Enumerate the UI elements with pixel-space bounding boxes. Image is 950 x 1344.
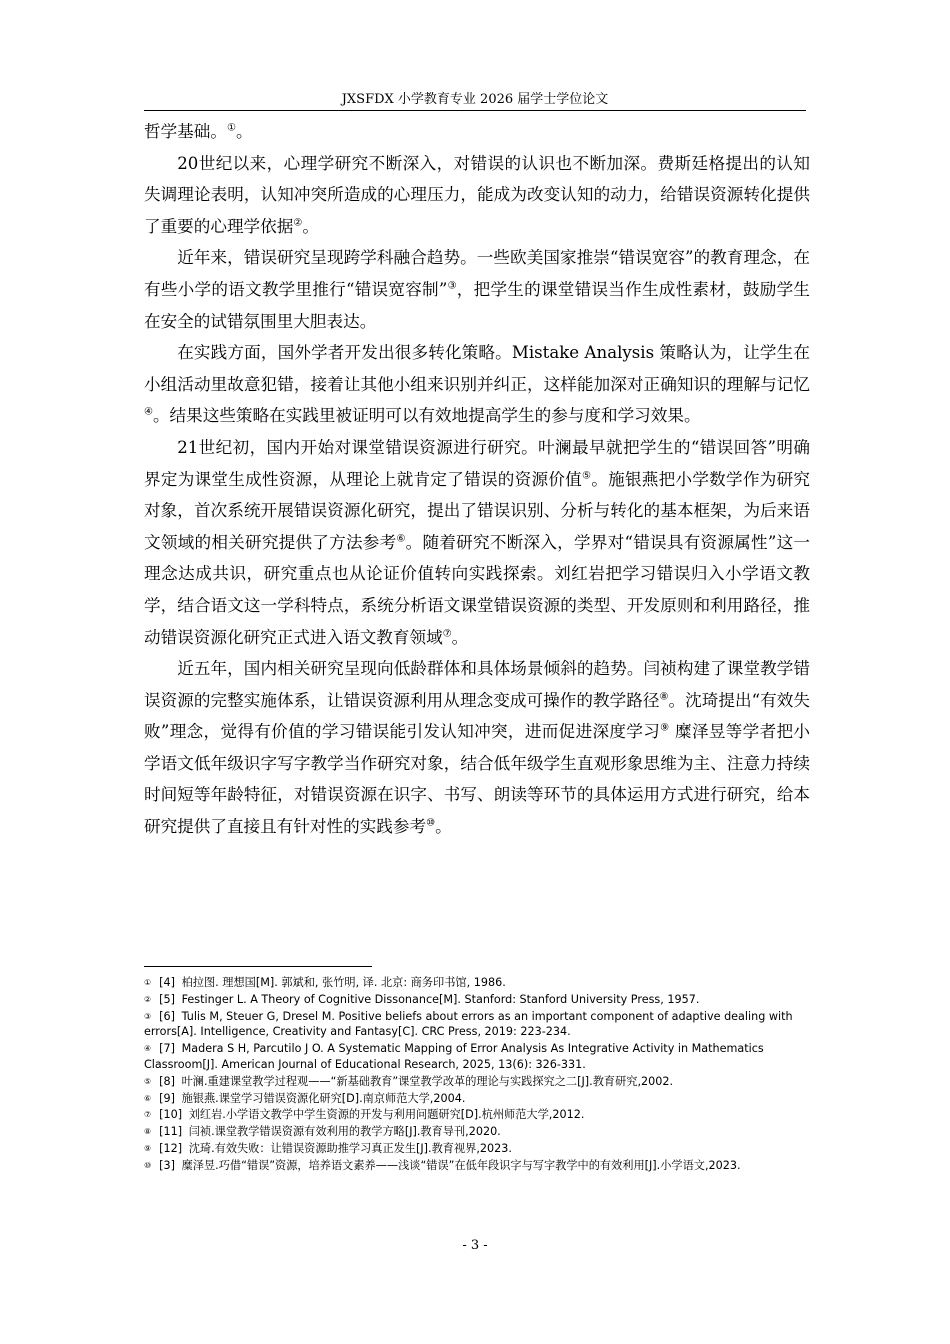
- footnote-marker: ⑨: [660, 722, 670, 734]
- paragraph: [144, 337, 810, 432]
- footnote-text: 施银燕.课堂学习错误资源化研究[D].南京师范大学,2004.: [181, 1091, 466, 1105]
- footnote-ref-number: [6]: [159, 1009, 176, 1023]
- paragraph-text: 在实践方面，国外学者开发出很多转化策略。Mistake Analysis 策略认为，让学生在小组活动里故意犯错，接着让其他小组来识别并纠正，这样能加深对正确知识的理解与记忆: [144, 343, 810, 394]
- paragraph-text: 。: [435, 817, 452, 837]
- paragraph: [144, 148, 810, 243]
- footnote-text: 叶澜.重建课堂教学过程观——“新基础教育”课堂教学改革的理论与实践探究之二[J].教育研究,2002.: [181, 1074, 674, 1088]
- body-text: [144, 116, 810, 843]
- footnote: [144, 1009, 806, 1041]
- footnote-marker: ③: [447, 280, 457, 292]
- footnote: [144, 1074, 806, 1090]
- footnote-mark: ⑦: [144, 1110, 152, 1120]
- footnote-ref-number: [7]: [159, 1042, 176, 1056]
- paragraph-text: 。随着研究不断深入，学界对“错误具有资源属性”这一理念达成共识，研究重点也从论证价值转向实践探索。刘红岩把学习错误归入小学语文教学，结合语文这一学科特点，系统分析语文课堂错误资源的类型、开发原则和利用路径，推动错误资源化研究正式进入语文教育领域: [144, 532, 810, 647]
- footnote: [144, 1158, 806, 1174]
- footnote-mark: ⑤: [144, 1076, 152, 1086]
- paragraph-text: 。施银燕把小学数学作为研究对象，首次系统开展错误资源化研究，提出了错误识别、分析与转化的基本框架，为后来语文领域的相关研究提供了方法参考: [144, 469, 811, 552]
- paragraph-text: 哲学基础。: [144, 122, 227, 141]
- footnote-ref-number: [12]: [159, 1141, 183, 1155]
- header-rule: [144, 110, 806, 111]
- footnote-mark: ⑧: [144, 1127, 152, 1137]
- page-number: - 3 -: [462, 1238, 488, 1253]
- paragraph-text: 20世纪以来，心理学研究不断深入，对错误的认识也不断加深。费斯廷格提出的认知失调理论表明，认知冲突所造成的心理压力，能成为改变认知的动力，给错误资源转化提供了重要的心理学依据: [144, 153, 810, 236]
- paragraph-text: 近年来，错误研究呈现跨学科融合趋势。一些欧美国家推崇“错误宽容”的教育理念，在有些小学的语文教学里推行“错误宽容制”: [144, 248, 810, 299]
- footnote-ref-number: [11]: [159, 1125, 183, 1139]
- footnote-marker: ⑤: [582, 470, 592, 481]
- footnote-marker: ①: [226, 122, 236, 134]
- footnote-marker: ②: [293, 217, 303, 229]
- footnotes: [144, 975, 806, 1175]
- footnote-ref-number: [4]: [159, 976, 176, 989]
- paragraph-text: ，把学生的课堂错误当作生成性素材，鼓励学生在安全的试错氛围里大胆表达。: [144, 279, 811, 331]
- footnote-marker: ⑩: [426, 817, 436, 829]
- footnote-mark: ①: [144, 978, 152, 987]
- footnote-marker: ④: [144, 406, 153, 418]
- paragraph: [144, 116, 810, 148]
- footnote-marker: ⑧: [659, 691, 669, 703]
- paragraph-text: 21世纪初，国内开始对课堂错误资源进行研究。叶澜最早就把学生的“错误回答”明确界定为课堂生成性资源，从理论上就肯定了错误的资源价值: [144, 437, 810, 489]
- footnote-text: 柏拉图. 理想国[M]. 郭斌和, 张竹明, 译. 北京: 商务印书馆, 1986.: [181, 976, 506, 989]
- footnote-mark: ②: [144, 994, 152, 1004]
- footnote: [144, 1141, 806, 1157]
- paragraph-text: 。: [302, 216, 319, 236]
- footnote: [144, 1091, 806, 1107]
- footnote: [144, 992, 806, 1008]
- running-header: JXSFDX 小学教育专业 2026 届学士学位论文: [341, 92, 609, 107]
- footnote: [144, 1124, 806, 1140]
- footnote-mark: ③: [144, 1011, 152, 1021]
- footnote-mark: ⑥: [144, 1093, 152, 1103]
- footnote-marker: ⑦: [442, 627, 452, 639]
- footnote-ref-number: [8]: [159, 1074, 176, 1088]
- paragraph: [144, 432, 810, 653]
- footnote-mark: ⑩: [144, 1160, 152, 1170]
- footnote-separator: [144, 966, 372, 967]
- footnote-ref-number: [10]: [159, 1108, 183, 1122]
- footnote-text: Festinger L. A Theory of Cognitive Dissonance[M]. Stanford: Stanford University Press, 1957.: [181, 992, 700, 1006]
- footnote-mark: ④: [144, 1044, 152, 1054]
- paragraph: [144, 242, 810, 337]
- paragraph-text: 近五年，国内相关研究呈现向低龄群体和具体场景倾斜的趋势。闫祯构建了课堂教学错误资源的完整实施体系，让错误资源利用从理念变成可操作的教学路径: [144, 659, 810, 710]
- footnote-marker: ⑥: [396, 533, 406, 545]
- footnote-mark: ⑨: [144, 1143, 152, 1153]
- footnote-text: 闫祯.课堂教学错误资源有效利用的教学方略[J].教育导刊,2020.: [188, 1125, 501, 1139]
- footnote-ref-number: [5]: [159, 992, 176, 1006]
- paragraph-text: 。沈琦提出“有效失败”理念，觉得有价值的学习错误能引发认知冲突，进而促进深度学习: [144, 690, 810, 742]
- footnote-text: 刘红岩.小学语文教学中学生资源的开发与利用问题研究[D].杭州师范大学,2012.: [188, 1108, 585, 1122]
- paragraph-text: 。: [451, 627, 469, 647]
- footnote-text: 沈琦.有效失败：让错误资源助推学习真正发生[J].教育视界,2023.: [188, 1141, 512, 1155]
- footnote: [144, 975, 806, 991]
- footnote: [144, 1107, 806, 1123]
- footnote-ref-number: [3]: [159, 1158, 176, 1172]
- footnote-text: Madera S H, Parcutilo J O. A Systematic Mapping of Error Analysis As Integrative Activity in Mathematics Classroom[J]. American Journal of Educational Research, 2025, 13(6): 326-331.: [144, 1042, 764, 1071]
- footnote: [144, 1041, 806, 1073]
- paragraph: [144, 653, 810, 843]
- footnote-text: Tulis M, Steuer G, Dresel M. Positive beliefs about errors as an important component of adaptive dealing with errors[A]. Intelligence, Creativity and Fantasy[C]. CRC Press, 2019: 223-234.: [144, 1009, 793, 1039]
- paragraph-text: 。: [235, 122, 253, 141]
- footnote-ref-number: [9]: [159, 1091, 176, 1105]
- paragraph-text: 糜泽昱等学者把小学语文低年级识字写字教学当作研究对象，结合低年级学生直观形象思维为主、注意力持续时间短等年龄特征，对错误资源在识字、书写、朗读等环节的具体运用方式进行研究，给本研究提供了直接且有针对性的实践参考: [144, 722, 811, 837]
- footnote-text: 糜泽昱.巧借“错误”资源，培养语文素养——浅谈“错误”在低年段识字与写字教学中的有效利用[J].小学语文,2023.: [181, 1158, 741, 1172]
- paragraph-text: 。结果这些策略在实践里被证明可以有效地提高学生的参与度和学习效果。: [152, 406, 701, 426]
